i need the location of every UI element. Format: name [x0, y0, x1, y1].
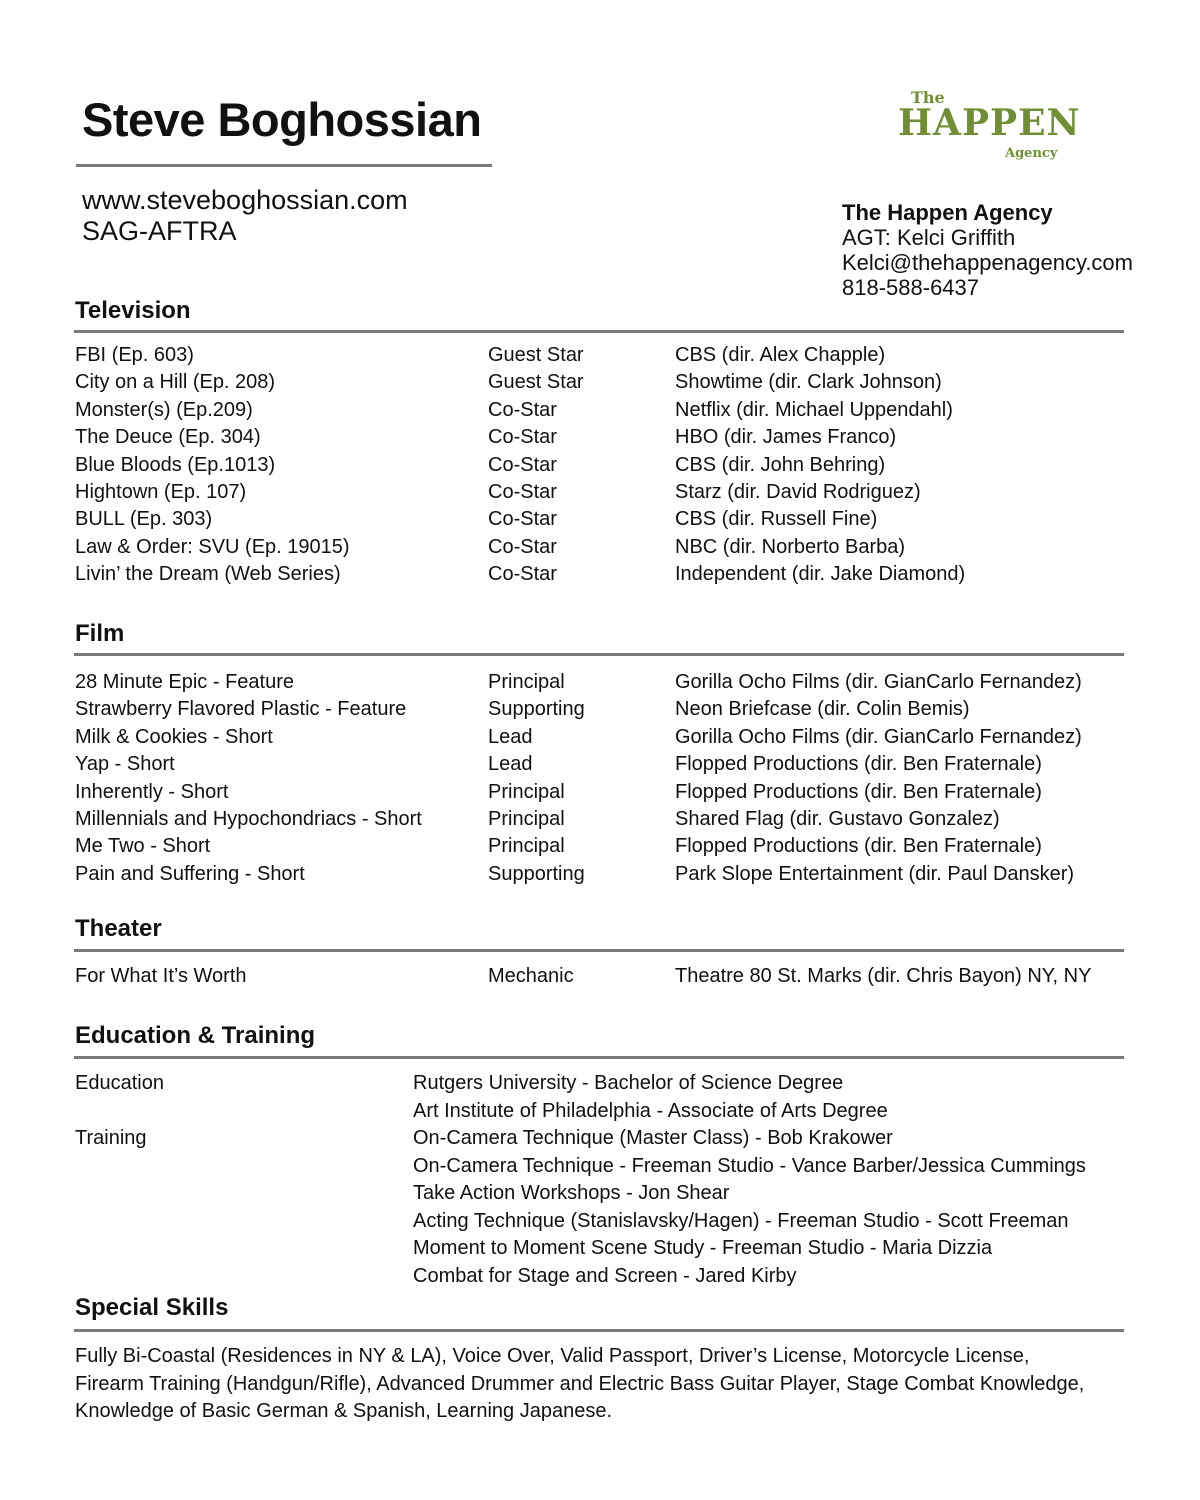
education-value: Rutgers University - Bachelor of Science Degree [413, 1072, 844, 1094]
education-label [75, 1208, 413, 1236]
credit-role: Supporting [488, 862, 585, 885]
credit-row [75, 479, 965, 506]
credit-company: CBS (dir. John Behring) [675, 453, 886, 476]
education-list [75, 1070, 1086, 1290]
credit-company: NBC (dir. Norberto Barba) [675, 535, 906, 558]
credit-company: HBO (dir. James Franco) [675, 426, 897, 449]
education-label: Training [75, 1127, 147, 1149]
credit-title: Millennials and Hypochondriacs - Short [75, 807, 422, 830]
credit-company: Flopped Productions (dir. Ben Fraternale) [675, 835, 1042, 858]
credit-title: Strawberry Flavored Plastic - Feature [75, 698, 407, 721]
education-value: Art Institute of Philadelphia - Associate of Arts Degree [413, 1099, 888, 1122]
special-skills-text: Fully Bi-Coastal (Residences in NY & LA), Voice Over, Valid Passport, Driver’s License, Motorcycle License, Firearm Training (Handgun/Rifle), Advanced Drummer and Electric Bass Guitar Player, Stage Combat Knowledge, Knowledge of Basic German & Spanish, Learning Japanese. [75, 1345, 1085, 1422]
credit-title: Me Two - Short [75, 835, 211, 858]
credit-company: Gorilla Ocho Films (dir. GianCarlo Fernandez) [675, 671, 1082, 693]
credit-company: Independent (dir. Jake Diamond) [675, 563, 966, 586]
logo-agency-text: Agency [1005, 146, 1058, 161]
credit-role: Principal [488, 780, 565, 803]
credit-company: Neon Briefcase (dir. Colin Bemis) [675, 698, 970, 721]
credit-title: BULL (Ep. 303) [75, 508, 213, 531]
credit-title: The Deuce (Ep. 304) [75, 426, 261, 449]
agency-contact [842, 200, 1133, 300]
credit-title: Law & Order: SVU (Ep. 19015) [75, 535, 350, 558]
credit-title: City on a Hill (Ep. 208) [75, 371, 276, 394]
credit-company: Showtime (dir. Clark Johnson) [675, 371, 942, 394]
credit-row [75, 861, 1082, 888]
credit-title: For What It’s Worth [75, 965, 247, 987]
credit-company: CBS (dir. Alex Chapple) [675, 344, 886, 366]
credit-role: Co-Star [488, 535, 557, 558]
education-value: Acting Technique (Stanislavsky/Hagen) - Freeman Studio - Scott Freeman [413, 1209, 1069, 1232]
education-label [75, 1098, 413, 1126]
credit-title: Blue Bloods (Ep.1013) [75, 453, 276, 476]
television-credits [75, 342, 965, 589]
section-divider [74, 1056, 1124, 1059]
credit-title: FBI (Ep. 603) [75, 344, 194, 366]
credit-row [75, 397, 965, 424]
section-heading-theater: Theater [75, 915, 162, 942]
credit-row [75, 342, 965, 369]
credit-row [75, 452, 965, 479]
agent-email[interactable]: Kelci@thehappenagency.com [842, 250, 1133, 275]
credit-company: Park Slope Entertainment (dir. Paul Dansker) [675, 862, 1075, 885]
credit-row [75, 534, 965, 561]
theater-credits [75, 963, 1091, 990]
credit-role: Co-Star [488, 480, 557, 503]
education-row [75, 1208, 1086, 1236]
credit-row [75, 963, 1091, 990]
name-divider [76, 164, 492, 167]
credit-row [75, 751, 1082, 778]
education-value: Moment to Moment Scene Study - Freeman Studio - Maria Dizzia [413, 1237, 993, 1259]
education-value: Take Action Workshops - Jon Shear [413, 1182, 730, 1204]
credit-row [75, 833, 1082, 860]
actor-name: Steve Boghossian [82, 93, 482, 146]
union-affiliation: SAG-AFTRA [82, 216, 237, 246]
education-row [75, 1070, 1086, 1098]
section-divider [74, 1329, 1124, 1332]
credit-company: Shared Flag (dir. Gustavo Gonzalez) [675, 807, 1000, 830]
section-heading-film: Film [75, 620, 125, 647]
credit-row [75, 696, 1082, 723]
education-label [75, 1180, 413, 1208]
credit-row [75, 724, 1082, 751]
education-row [75, 1235, 1086, 1263]
education-label: Education [75, 1072, 164, 1094]
credit-role: Co-Star [488, 398, 557, 421]
education-row [75, 1125, 1086, 1153]
credit-role: Guest Star [488, 371, 584, 394]
education-label [75, 1153, 413, 1181]
credit-row [75, 506, 965, 533]
credit-role: Principal [488, 807, 565, 830]
education-label [75, 1235, 413, 1263]
credit-title: Milk & Cookies - Short [75, 725, 273, 748]
education-label [75, 1263, 413, 1291]
credit-role: Supporting [488, 698, 585, 721]
credit-row [75, 369, 965, 396]
credit-role: Co-Star [488, 426, 557, 449]
section-heading-skills: Special Skills [75, 1294, 229, 1321]
credit-title: Yap - Short [75, 753, 175, 776]
credit-role: Mechanic [488, 965, 574, 987]
credit-row [75, 779, 1082, 806]
credit-title: Hightown (Ep. 107) [75, 480, 247, 503]
credit-company: Gorilla Ocho Films (dir. GianCarlo Fernandez) [675, 725, 1082, 748]
credit-role: Guest Star [488, 344, 584, 366]
credit-row [75, 561, 965, 588]
agent-phone: 818-588-6437 [842, 275, 980, 300]
credit-company: Flopped Productions (dir. Ben Fraternale) [675, 753, 1042, 776]
section-heading-television: Television [75, 297, 191, 324]
credit-row [75, 806, 1082, 833]
credit-title: 28 Minute Epic - Feature [75, 671, 294, 693]
education-row [75, 1180, 1086, 1208]
section-divider [74, 653, 1124, 656]
credit-role: Co-Star [488, 508, 557, 531]
film-credits [75, 669, 1082, 888]
credit-row [75, 669, 1082, 696]
education-value: On-Camera Technique (Master Class) - Bob Krakower [413, 1127, 893, 1149]
section-divider [74, 330, 1124, 333]
credit-role: Principal [488, 835, 565, 858]
credit-company: CBS (dir. Russell Fine) [675, 508, 878, 531]
credit-title: Inherently - Short [75, 780, 229, 803]
credit-company: Flopped Productions (dir. Ben Fraternale) [675, 780, 1042, 803]
credit-company: Netflix (dir. Michael Uppendahl) [675, 398, 953, 421]
credit-role: Co-Star [488, 563, 557, 586]
education-value: On-Camera Technique - Freeman Studio - Vance Barber/Jessica Cummings [413, 1154, 1086, 1177]
credit-title: Livin’ the Dream (Web Series) [75, 563, 341, 586]
credit-role: Principal [488, 671, 565, 693]
credit-role: Lead [488, 753, 533, 776]
logo-happen-text: HAPPEN [898, 102, 1081, 144]
credit-role: Co-Star [488, 453, 557, 476]
happen-agency-logo [898, 88, 1088, 164]
education-row [75, 1263, 1086, 1291]
agency-name: The Happen Agency [842, 200, 1053, 225]
education-row [75, 1098, 1086, 1126]
credit-title: Pain and Suffering - Short [75, 862, 305, 885]
credit-company: Theatre 80 St. Marks (dir. Chris Bayon) NY, NY [675, 965, 1092, 987]
section-divider [74, 949, 1124, 952]
education-value: Combat for Stage and Screen - Jared Kirby [413, 1264, 797, 1287]
credit-title: Monster(s) (Ep.209) [75, 398, 253, 421]
agent-name: AGT: Kelci Griffith [842, 225, 1016, 250]
education-row [75, 1153, 1086, 1181]
section-heading-education: Education & Training [75, 1022, 316, 1049]
logo-the-text: The [911, 88, 945, 107]
website-link[interactable]: www.steveboghossian.com [82, 185, 408, 215]
credit-company: Starz (dir. David Rodriguez) [675, 480, 921, 503]
credit-role: Lead [488, 725, 533, 748]
credit-row [75, 424, 965, 451]
